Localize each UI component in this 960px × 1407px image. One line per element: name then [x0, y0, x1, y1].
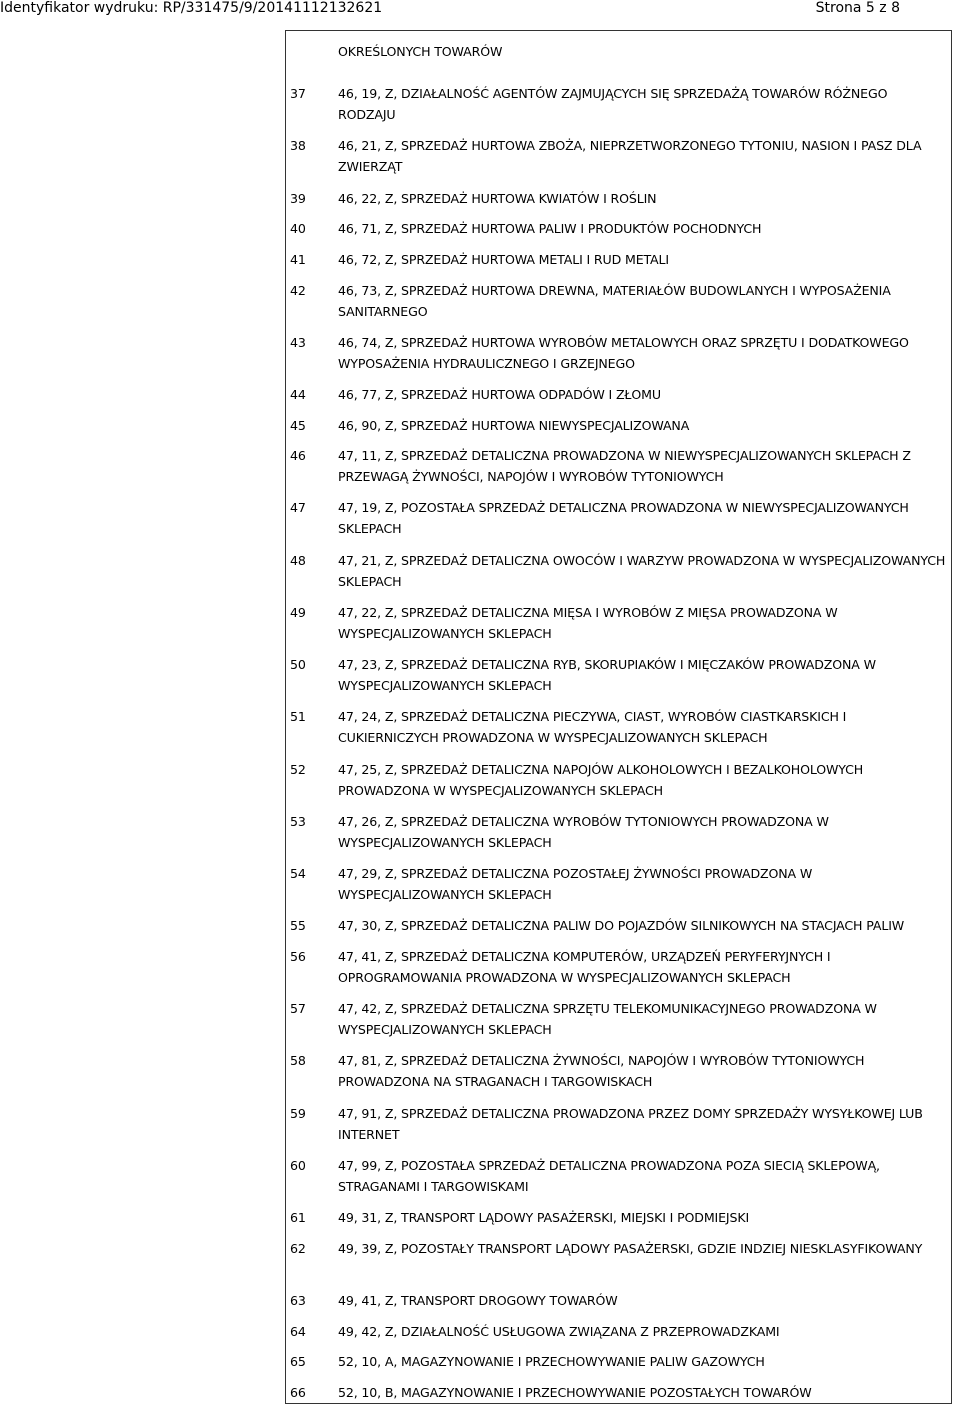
pkd-table — [285, 30, 952, 1404]
activity-description: 46, 72, Z, SPRZEDAŻ HURTOWA METALI I RUD METALI — [338, 252, 669, 267]
row-number: 45 — [290, 418, 306, 433]
activity-description: 49, 31, Z, TRANSPORT LĄDOWY PASAŻERSKI, MIEJSKI I PODMIEJSKI — [338, 1210, 750, 1225]
row-number: 39 — [290, 191, 306, 206]
row-number: 38 — [290, 138, 306, 153]
row-number: 62 — [290, 1241, 306, 1256]
row-number: 60 — [290, 1158, 306, 1173]
activity-description: 46, 22, Z, SPRZEDAŻ HURTOWA KWIATÓW I ROŚLIN — [338, 191, 657, 206]
row-number: 63 — [290, 1293, 306, 1308]
activity-description: 46, 90, Z, SPRZEDAŻ HURTOWA NIEWYSPECJALIZOWANA — [338, 418, 690, 433]
row-number: 66 — [290, 1385, 306, 1400]
page-number: Strona 5 z 8 — [815, 0, 900, 16]
row-number: 37 — [290, 86, 306, 101]
activity-description: 47, 23, Z, SPRZEDAŻ DETALICZNA RYB, SKORUPIAKÓW I MIĘCZAKÓW PROWADZONA W WYSPECJALIZOWANYCH SKLEPACH — [338, 657, 876, 693]
activity-description: 52, 10, B, MAGAZYNOWANIE I PRZECHOWYWANIE POZOSTAŁYCH TOWARÓW — [338, 1385, 812, 1400]
activity-description: 47, 24, Z, SPRZEDAŻ DETALICZNA PIECZYWA, CIAST, WYROBÓW CIASTKARSKICH I CUKIERNICZYCH PROWADZONA W WYSPECJALIZOWANYCH SKLEPACH — [338, 709, 847, 745]
activity-description: 47, 19, Z, POZOSTAŁA SPRZEDAŻ DETALICZNA PROWADZONA W NIEWYSPECJALIZOWANYCH SKLEPACH — [338, 500, 909, 536]
activity-description: 46, 77, Z, SPRZEDAŻ HURTOWA ODPADÓW I ZŁOMU — [338, 387, 661, 402]
activity-description: 47, 99, Z, POZOSTAŁA SPRZEDAŻ DETALICZNA PROWADZONA POZA SIECIĄ SKLEPOWĄ, STRAGANAMI I TARGOWISKAMI — [338, 1158, 880, 1194]
activity-description: 47, 30, Z, SPRZEDAŻ DETALICZNA PALIW DO POJAZDÓW SILNIKOWYCH NA STACJACH PALIW — [338, 918, 905, 933]
activity-description: 47, 25, Z, SPRZEDAŻ DETALICZNA NAPOJÓW ALKOHOLOWYCH I BEZALKOHOLOWYCH PROWADZONA W WYSPECJALIZOWANYCH SKLEPACH — [338, 762, 864, 798]
activity-description: 47, 41, Z, SPRZEDAŻ DETALICZNA KOMPUTERÓW, URZĄDZEŃ PERYFERYJNYCH I OPROGRAMOWANIA PROWADZONA W WYSPECJALIZOWANYCH SKLEPACH — [338, 949, 831, 985]
row-number: 65 — [290, 1354, 306, 1369]
row-number: 47 — [290, 500, 306, 515]
activity-description: 46, 71, Z, SPRZEDAŻ HURTOWA PALIW I PRODUKTÓW POCHODNYCH — [338, 221, 762, 236]
row-number: 59 — [290, 1106, 306, 1121]
row-number: 56 — [290, 949, 306, 964]
continued-text: OKREŚLONYCH TOWARÓW — [338, 44, 503, 59]
activity-description: 52, 10, A, MAGAZYNOWANIE I PRZECHOWYWANIE PALIW GAZOWYCH — [338, 1354, 765, 1369]
row-number: 55 — [290, 918, 306, 933]
activity-description: 46, 73, Z, SPRZEDAŻ HURTOWA DREWNA, MATERIAŁÓW BUDOWLANYCH I WYPOSAŻENIA SANITARNEGO — [338, 283, 891, 319]
row-number: 61 — [290, 1210, 306, 1225]
row-number: 46 — [290, 448, 306, 463]
activity-description: 47, 11, Z, SPRZEDAŻ DETALICZNA PROWADZONA W NIEWYSPECJALIZOWANYCH SKLEPACH Z PRZEWAGĄ ŻYWNOŚCI, NAPOJÓW I WYROBÓW TYTONIOWYCH — [338, 448, 911, 484]
activity-description: 47, 81, Z, SPRZEDAŻ DETALICZNA ŻYWNOŚCI, NAPOJÓW I WYROBÓW TYTONIOWYCH PROWADZONA NA STRAGANACH I TARGOWISKACH — [338, 1053, 865, 1089]
row-number: 64 — [290, 1324, 306, 1339]
row-number: 42 — [290, 283, 306, 298]
row-number: 50 — [290, 657, 306, 672]
row-number: 58 — [290, 1053, 306, 1068]
activity-description: 46, 74, Z, SPRZEDAŻ HURTOWA WYROBÓW METALOWYCH ORAZ SPRZĘTU I DODATKOWEGO WYPOSAŻENIA HYDRAULICZNEGO I GRZEJNEGO — [338, 335, 909, 371]
print-identifier: Identyfikator wydruku: RP/331475/9/20141112132621 — [0, 0, 383, 16]
print-header — [0, 0, 960, 18]
row-number: 54 — [290, 866, 306, 881]
activity-description: 47, 22, Z, SPRZEDAŻ DETALICZNA MIĘSA I WYROBÓW Z MIĘSA PROWADZONA W WYSPECJALIZOWANYCH SKLEPACH — [338, 605, 838, 641]
activity-description: 49, 39, Z, POZOSTAŁY TRANSPORT LĄDOWY PASAŻERSKI, GDZIE INDZIEJ NIESKLASYFIKOWANY — [338, 1241, 923, 1256]
activity-description: 49, 41, Z, TRANSPORT DROGOWY TOWARÓW — [338, 1293, 618, 1308]
row-number: 51 — [290, 709, 306, 724]
activity-description: 47, 42, Z, SPRZEDAŻ DETALICZNA SPRZĘTU TELEKOMUNIKACYJNEGO PROWADZONA W WYSPECJALIZOWANYCH SKLEPACH — [338, 1001, 877, 1037]
row-number: 40 — [290, 221, 306, 236]
activity-description: 49, 42, Z, DZIAŁALNOŚĆ USŁUGOWA ZWIĄZANA Z PRZEPROWADZKAMI — [338, 1324, 780, 1339]
row-number: 43 — [290, 335, 306, 350]
row-number: 53 — [290, 814, 306, 829]
row-number: 52 — [290, 762, 306, 777]
row-number: 41 — [290, 252, 306, 267]
activity-description: 47, 29, Z, SPRZEDAŻ DETALICZNA POZOSTAŁEJ ŻYWNOŚCI PROWADZONA W WYSPECJALIZOWANYCH SKLEPACH — [338, 866, 813, 902]
row-number: 44 — [290, 387, 306, 402]
row-number: 49 — [290, 605, 306, 620]
activity-description: 46, 21, Z, SPRZEDAŻ HURTOWA ZBOŻA, NIEPRZETWORZONEGO TYTONIU, NASION I PASZ DLA ZWIERZĄT — [338, 138, 922, 174]
activity-description: 47, 21, Z, SPRZEDAŻ DETALICZNA OWOCÓW I WARZYW PROWADZONA W WYSPECJALIZOWANYCH SKLEPACH — [338, 553, 946, 589]
row-number: 57 — [290, 1001, 306, 1016]
activity-description: 46, 19, Z, DZIAŁALNOŚĆ AGENTÓW ZAJMUJĄCYCH SIĘ SPRZEDAŻĄ TOWARÓW RÓŻNEGO RODZAJU — [338, 86, 888, 122]
row-number: 48 — [290, 553, 306, 568]
activity-description: 47, 91, Z, SPRZEDAŻ DETALICZNA PROWADZONA PRZEZ DOMY SPRZEDAŻY WYSYŁKOWEJ LUB INTERNET — [338, 1106, 923, 1142]
activity-description: 47, 26, Z, SPRZEDAŻ DETALICZNA WYROBÓW TYTONIOWYCH PROWADZONA W WYSPECJALIZOWANYCH SKLEPACH — [338, 814, 829, 850]
